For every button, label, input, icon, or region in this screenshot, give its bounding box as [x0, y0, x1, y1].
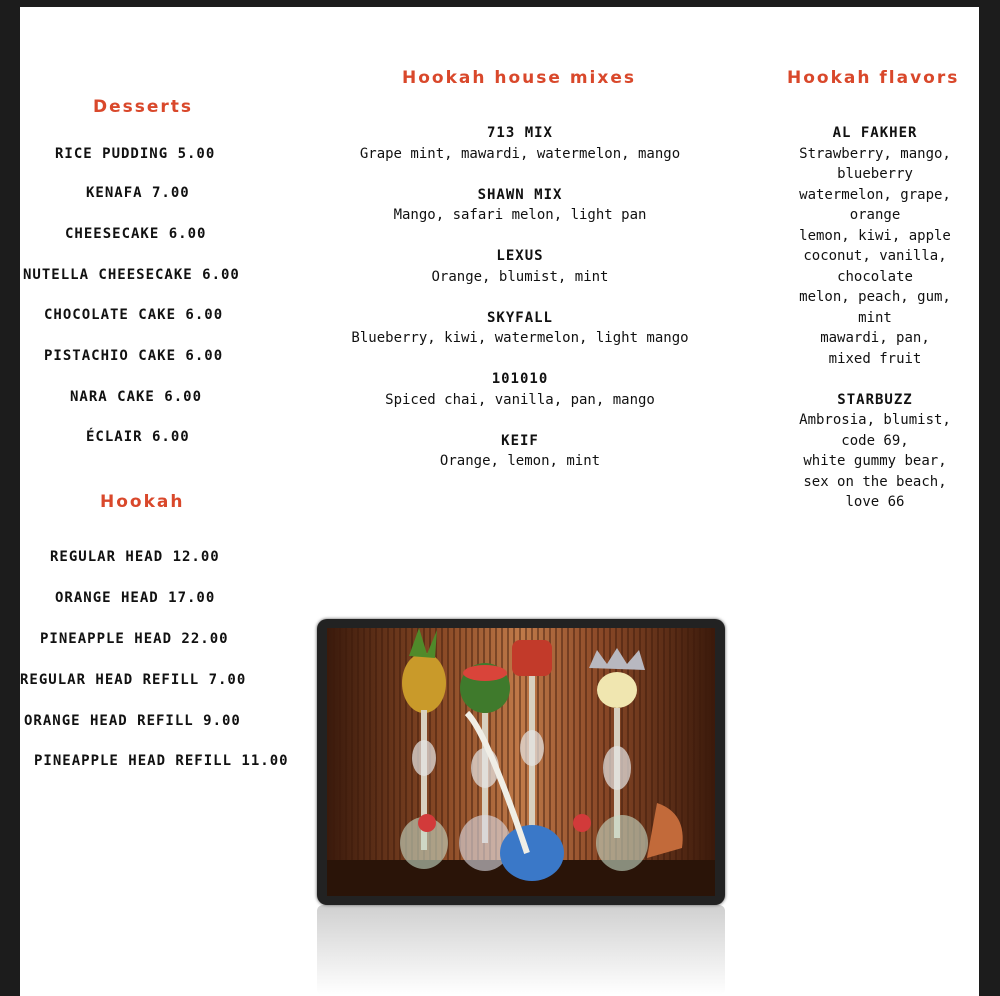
mix-entry	[320, 308, 720, 349]
hookah-photo	[327, 628, 715, 896]
hookah-item: REGULAR HEAD REFILL 7.00	[20, 672, 247, 688]
dessert-item: RICE PUDDING 5.00	[55, 146, 216, 162]
mix-name: LEXUS	[496, 248, 544, 264]
flavor-line: coconut, vanilla,	[803, 248, 947, 264]
dessert-item: CHOCOLATE CAKE 6.00	[44, 307, 224, 323]
mix-entry	[320, 123, 720, 164]
flavor-line: mixed fruit	[828, 350, 922, 367]
dessert-item: KENAFA 7.00	[86, 185, 190, 201]
hookah-item: ORANGE HEAD REFILL 9.00	[24, 713, 241, 729]
hookah-item: REGULAR HEAD 12.00	[50, 549, 220, 565]
flavor-line: mint	[858, 309, 892, 326]
mix-entry	[320, 185, 720, 226]
mix-name: SHAWN MIX	[477, 186, 563, 203]
mix-name: KEIF	[501, 432, 539, 449]
hookah-heading: Hookah	[100, 492, 185, 512]
flavor-line: Ambrosia, blumist,	[799, 412, 951, 428]
hookah-photo-frame	[317, 619, 725, 905]
flavor-line: melon, peach, gum,	[799, 289, 951, 305]
flavor-line: white gummy bear,	[803, 453, 947, 469]
mix-description: Grape mint, mawardi, watermelon, mango	[359, 145, 681, 162]
flavor-line: blueberry	[837, 166, 913, 182]
mix-description: Blueberry, kiwi, watermelon, light mango	[351, 330, 689, 346]
flavor-line: watermelon, grape,	[799, 186, 951, 203]
flavor-line: chocolate	[837, 268, 913, 285]
menu-page	[20, 7, 979, 996]
mix-description: Orange, blumist, mint	[431, 268, 609, 285]
brand-name: STARBUZZ	[837, 391, 913, 408]
mix-name: 101010	[491, 371, 549, 387]
mix-description: Orange, lemon, mint	[439, 453, 601, 469]
mix-entry	[320, 369, 720, 410]
mix-name: SKYFALL	[486, 309, 553, 326]
flavors-list	[785, 123, 965, 533]
mix-description: Spiced chai, vanilla, pan, mango	[385, 391, 655, 408]
dessert-item: CHEESECAKE 6.00	[65, 226, 207, 242]
photo-reflection	[317, 905, 725, 995]
desserts-heading: Desserts	[93, 97, 194, 117]
dessert-item: ÉCLAIR 6.00	[86, 429, 190, 445]
flavor-line: Strawberry, mango,	[799, 145, 951, 162]
dessert-item: NARA CAKE 6.00	[70, 389, 203, 405]
dessert-item: PISTACHIO CAKE 6.00	[44, 348, 224, 364]
hookah-item: PINEAPPLE HEAD REFILL 11.00	[34, 753, 289, 769]
brand-name: AL FAKHER	[832, 125, 918, 141]
hookah-illustration	[327, 628, 715, 896]
flavor-brand	[785, 390, 965, 513]
house-mixes-heading: Hookah house mixes	[402, 68, 636, 88]
flavor-brand	[785, 123, 965, 369]
mix-entry	[320, 246, 720, 287]
flavors-heading: Hookah flavors	[787, 68, 960, 88]
flavor-line: lemon, kiwi, apple	[799, 227, 951, 244]
dessert-item: NUTELLA CHEESECAKE 6.00	[23, 267, 240, 283]
flavor-line: code 69,	[841, 432, 909, 449]
mix-entry	[320, 431, 720, 472]
hookah-item: ORANGE HEAD 17.00	[55, 590, 216, 606]
flavor-line: mawardi, pan,	[820, 330, 930, 346]
house-mixes-list	[320, 123, 720, 492]
mix-description: Mango, safari melon, light pan	[393, 207, 647, 223]
hookah-item: PINEAPPLE HEAD 22.00	[40, 631, 229, 647]
flavor-line: love 66	[845, 494, 905, 510]
mix-name: 713 MIX	[486, 125, 553, 141]
flavor-line: sex on the beach,	[803, 473, 947, 490]
flavor-line: orange	[849, 207, 901, 223]
